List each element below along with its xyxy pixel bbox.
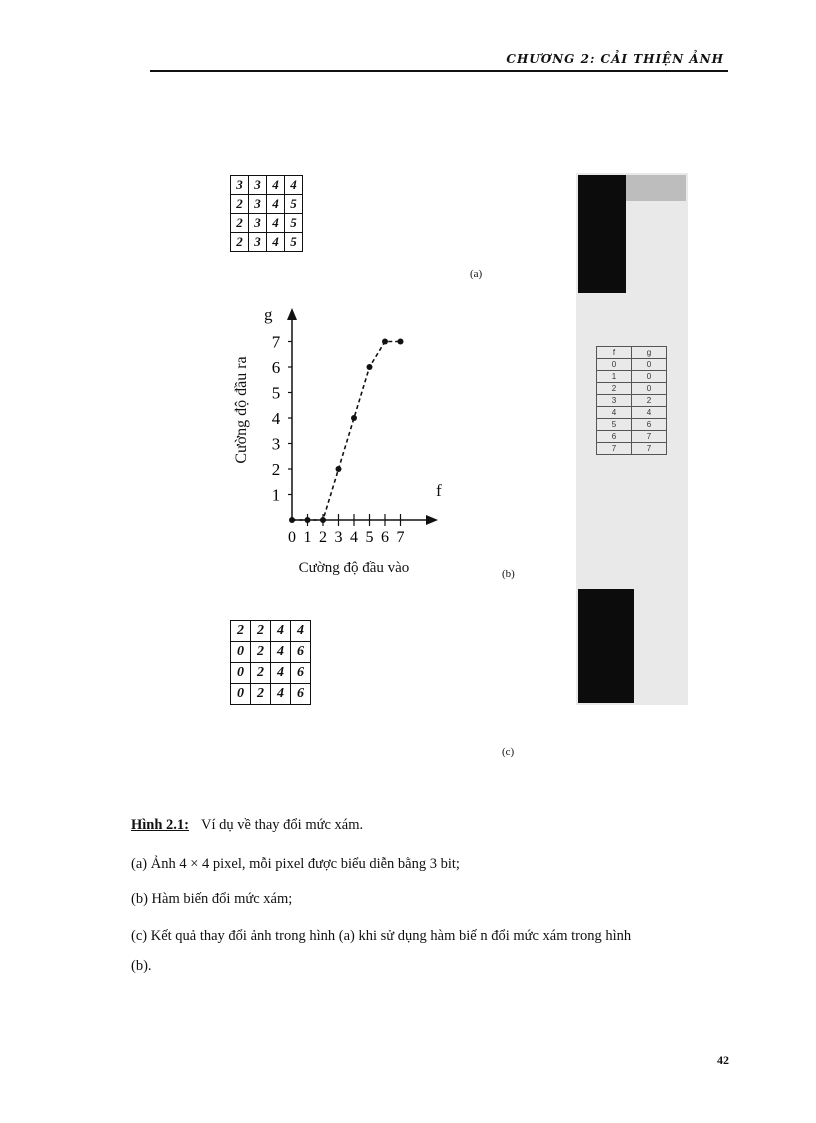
y-axis-arrow-icon [287,308,297,320]
label-c: (c) [502,746,515,758]
photo-table-cell: 6 [597,431,632,443]
matrix-a-cell: 3 [249,195,267,214]
matrix-c [230,620,311,705]
matrix-c-cell: 2 [251,663,271,684]
data-point [367,364,373,370]
caption-title: Hình 2.1: [131,817,190,833]
matrix-c-cell: 0 [231,663,251,684]
y-tick-label: 7 [271,332,281,352]
matrix-c-cell: 0 [231,642,251,663]
data-point [289,517,295,523]
photo-mapping-table [596,346,667,455]
matrix-a-cell: 4 [267,233,285,252]
x-tick-label: 2 [319,529,327,546]
label-b: (b) [502,568,515,580]
matrix-a-cell: 2 [231,195,249,214]
x-tick-label: 7 [396,529,405,546]
caption-item-a: (a) Ảnh 4 × 4 pixel, mỗi pixel được biểu diễn bằng 3 bit; [131,856,460,872]
chapter-title: CHƯƠNG 2: CẢI THIỆN ẢNH [506,52,724,66]
matrix-a-cell: 5 [285,214,303,233]
matrix-c-cell: 4 [291,621,311,642]
photo-table-cell: 0 [632,383,667,395]
matrix-a-cell: 3 [249,176,267,195]
label-a: (a) [470,268,483,280]
data-point [351,415,357,421]
matrix-c-cell: 6 [291,642,311,663]
chapter-header [150,50,728,72]
photo-table-cell: 7 [632,431,667,443]
matrix-c-cell: 2 [251,642,271,663]
matrix-a-cell: 3 [249,233,267,252]
matrix-a-cell: 5 [285,233,303,252]
x-axis-label: Cường độ đầu vào [298,560,410,576]
matrix-a-cell: 4 [267,176,285,195]
data-point [305,517,311,523]
matrix-a-cell: 3 [249,214,267,233]
page-number: 42 [717,1053,729,1067]
data-point [382,339,388,345]
y-tick-label: 6 [271,358,281,377]
data-point [398,339,404,345]
y-tick-label: 3 [271,434,281,454]
y-tick-label: 4 [271,409,281,428]
photo-table-header: f [597,347,632,359]
x-tick-label: 3 [334,529,343,546]
data-point [336,466,342,472]
photo-grey-block-top [626,175,686,201]
photo-table-cell: 4 [632,407,667,419]
photo-table-cell: 7 [632,443,667,455]
photo-table-cell: 7 [597,443,632,455]
x-tick-label: 5 [365,529,374,546]
caption-item-b: (b) Hàm biến đổi mức xám; [131,891,293,907]
matrix-c-cell: 2 [251,684,271,705]
x-axis-name: f [436,481,442,500]
x-tick-label: 1 [303,529,312,546]
photo-table-header: g [632,347,667,359]
caption-intro: Ví dụ về thay đổi mức xám. [201,817,364,833]
matrix-a-cell: 4 [267,214,285,233]
matrix-c-cell: 4 [271,684,291,705]
x-tick-label: 6 [381,529,389,546]
matrix-a-cell: 4 [285,176,303,195]
photo-table-cell: 4 [597,407,632,419]
photo-dark-block-bottom [578,589,634,703]
photo-table-cell: 0 [632,371,667,383]
matrix-c-cell: 6 [291,663,311,684]
photo-table-cell: 3 [597,395,632,407]
matrix-a-cell: 3 [231,176,249,195]
matrix-c-cell: 4 [271,621,291,642]
matrix-c-cell: 6 [291,684,311,705]
y-tick-label: 2 [271,460,281,479]
matrix-a [230,175,303,252]
matrix-c-cell: 4 [271,642,291,663]
y-axis-label: Cường độ đầu ra [233,356,250,464]
x-tick-label: 0 [288,529,296,546]
photo-table-cell: 6 [632,419,667,431]
data-point [320,517,326,523]
matrix-a-cell: 2 [231,214,249,233]
matrix-a-cell: 5 [285,195,303,214]
matrix-c-cell: 4 [271,663,291,684]
photo-table-cell: 2 [632,395,667,407]
photo-table-cell: 1 [597,371,632,383]
x-axis-arrow-icon [426,515,438,525]
transform-curve [292,342,401,521]
gray-level-transform-chart [220,300,460,590]
figure-caption [131,817,363,834]
x-tick-label: 4 [350,529,358,546]
matrix-a-cell: 2 [231,233,249,252]
caption-item-c: (c) Kết quả thay đổi ảnh trong hình (a) khi sử dụng hàm biế n đổi mức xám trong hình [131,928,632,944]
matrix-c-cell: 0 [231,684,251,705]
y-tick-label: 1 [271,485,281,505]
photo-table-cell: 2 [597,383,632,395]
matrix-a-cell: 4 [267,195,285,214]
scanned-photo [576,173,688,705]
matrix-c-cell: 2 [251,621,271,642]
photo-table-cell: 0 [597,359,632,371]
caption-item-c-cont: (b). [131,958,152,974]
y-tick-label: 5 [271,383,281,403]
matrix-c-cell: 2 [231,621,251,642]
photo-dark-block-top [578,175,626,293]
photo-table-cell: 5 [597,419,632,431]
y-axis-name: g [264,305,273,324]
photo-table-cell: 0 [632,359,667,371]
